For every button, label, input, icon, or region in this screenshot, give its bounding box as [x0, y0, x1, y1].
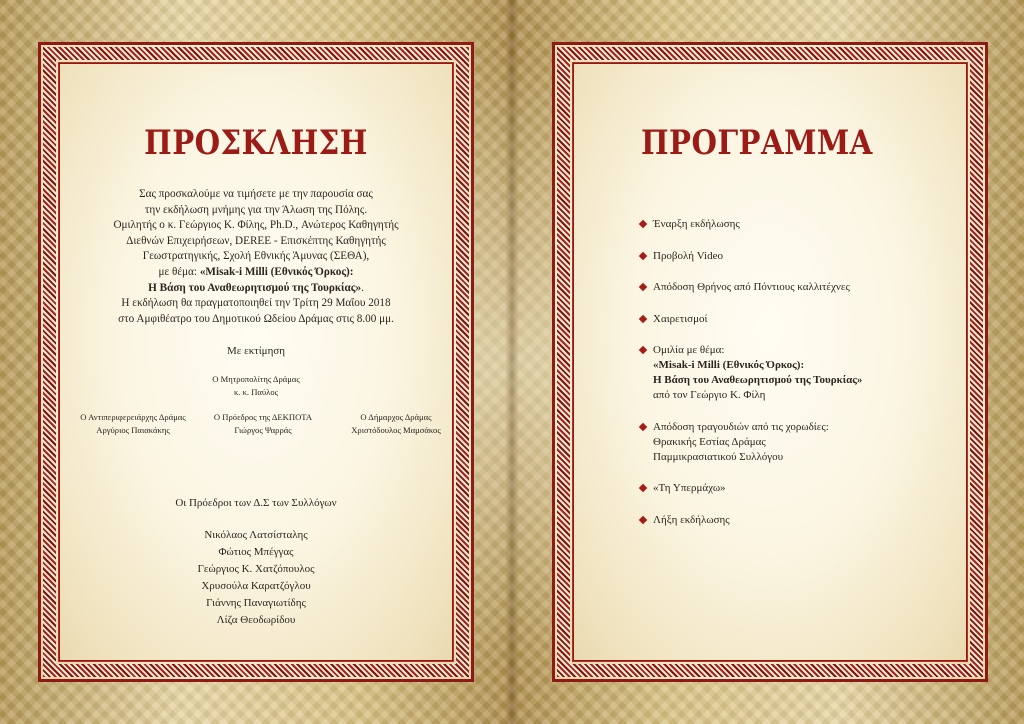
signature-name: Γιώργος Ψαρράς: [234, 425, 292, 435]
signature-role: Ο Μητροπολίτης Δράμας: [212, 374, 300, 384]
intro-line: Ομιλητής ο κ. Γεώργιος Κ. Φίλης, Ph.D., Ανώτερος Καθηγητής: [113, 219, 399, 232]
program-title: ΠΡΟΓΡΑΜΜΑ: [641, 123, 873, 163]
signature-role: Ο Πρόεδρος της ΔΕΚΠΟΤΑ: [213, 412, 313, 422]
speech-topic-part2: Η Βάση του Αναθεωρητισμού της Τουρκίας»: [653, 374, 863, 386]
topic-suffix: .: [361, 281, 364, 294]
intro-line: Σας προσκαλούμε να τιμήσετε με την παρουσία σας: [139, 188, 373, 200]
program-item-speech: [641, 343, 967, 403]
diamond-bullet-icon: [639, 283, 647, 291]
event-venue-line: στο Αμφιθέατρο του Δημοτικού Ωδείου Δράμας στις 8.00 μμ.: [118, 312, 394, 325]
program-item: [641, 481, 967, 496]
program-list: [641, 217, 967, 544]
signature-role: Ο Αντιπεριφερειάρχης Δράμας: [80, 412, 186, 422]
president-name: Λίζα Θεοδωρίδου: [216, 614, 296, 626]
diamond-bullet-icon: [639, 346, 647, 354]
intro-line: την εκδήλωση μνήμης για την Άλωση της Πόλης.: [144, 203, 368, 216]
program-item-text: Λήξη εκδήλωσης: [653, 513, 730, 526]
program-item: [641, 312, 967, 327]
diamond-bullet-icon: [639, 484, 647, 492]
program-item: [641, 249, 967, 264]
president-name: Γιάννης Παναγιωτίδης: [206, 597, 306, 609]
program-item-choirs: [641, 420, 967, 465]
presidents-list: [41, 527, 471, 629]
event-date-line: Η εκδήλωση θα πραγματοποιηθεί την Τρίτη 29 Μαΐου 2018: [121, 297, 391, 310]
signature-name: Αργύριος Παιακάκης: [96, 425, 170, 435]
signature-name: Χριστόδουλος Μαμσάκος: [351, 425, 441, 435]
metropolitan-signature: [41, 373, 471, 399]
invitation-page: [38, 42, 474, 682]
diamond-bullet-icon: [639, 251, 647, 259]
president-name: Χρυσούλα Καρατζόγλου: [201, 580, 311, 592]
program-item: [641, 280, 967, 295]
regards-text: Με εκτίμηση: [226, 345, 286, 357]
diamond-bullet-icon: [639, 515, 647, 523]
topic-prefix: με θέμα:: [158, 265, 200, 278]
program-item-text: Απόδοση τραγουδιών από τις χορωδίες:: [653, 420, 829, 433]
program-item-text: «Τη Υπερμάχω»: [653, 482, 726, 494]
signature-role: Ο Δήμαρχος Δράμας: [360, 412, 432, 422]
topic-line: [61, 265, 451, 281]
program-item-text: Ομιλία με θέμα:: [653, 344, 725, 356]
invitation-title: ΠΡΟΣΚΛΗΣΗ: [144, 123, 368, 163]
deputy-governor-signature: [63, 411, 203, 437]
diamond-bullet-icon: [639, 422, 647, 430]
presidents-title: Οι Πρόεδροι των Δ.Σ των Συλλόγων: [175, 497, 337, 509]
invitation-text: [61, 187, 451, 327]
mayor-signature: [331, 411, 461, 437]
program-page: [552, 42, 988, 682]
intro-line: Γεωστρατηγικής, Σχολή Εθνικής Άμυνας (ΣΕΘΑ),: [142, 250, 370, 263]
choir-name: Θρακικής Εστίας Δράμας: [653, 435, 766, 448]
topic-line: [61, 281, 451, 297]
program-item-text: Απόδοση Θρήνος από Πόντιους καλλιτέχνες: [653, 281, 850, 293]
president-name: Νικόλαος Λατσίσταλης: [204, 529, 308, 541]
signature-name: κ. κ. Παύλος: [233, 387, 279, 397]
program-item: [641, 513, 967, 528]
president-name: Γεώργιος Κ. Χατζόπουλος: [197, 563, 315, 575]
book-spine: [505, 0, 519, 724]
program-item-text: Χαιρετισμοί: [653, 312, 708, 325]
choir-name: Παμμικρασιατικού Συλλόγου: [653, 450, 784, 463]
topic-title-part2: Η Βάση του Αναθεωρητισμού της Τουρκίας»: [148, 281, 362, 294]
speech-speaker: από τον Γεώργιο Κ. Φίλη: [653, 389, 766, 401]
speech-topic-part1: «Misak-i Milli (Εθνικός Όρκος):: [653, 359, 805, 371]
president-name: Φώτιος Μπέγγας: [218, 546, 294, 558]
program-item: [641, 217, 967, 232]
dekpota-president-signature: [193, 411, 333, 437]
diamond-bullet-icon: [639, 314, 647, 322]
intro-line: Διεθνών Επιχειρήσεων, DEREE - Επισκέπτης Καθηγητής: [126, 234, 386, 247]
topic-title-part1: «Misak-i Milli (Εθνικός Όρκος):: [199, 265, 354, 278]
diamond-bullet-icon: [639, 220, 647, 228]
program-item-text: Προβολή Video: [653, 249, 723, 262]
program-item-text: Έναρξη εκδήλωσης: [653, 218, 740, 230]
